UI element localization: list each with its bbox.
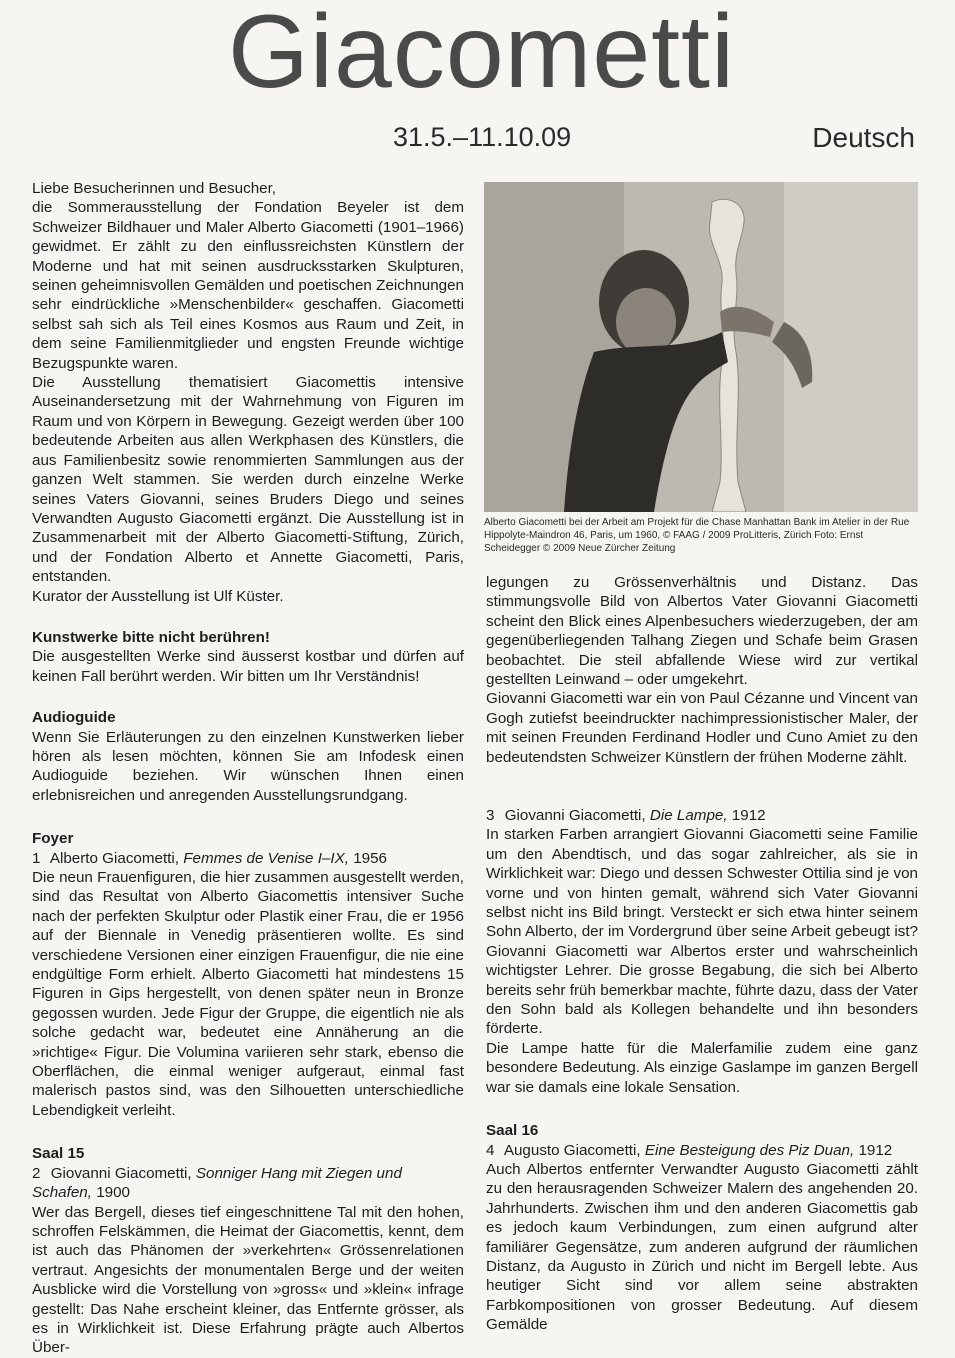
intro-paragraph-1: die Sommerausstellung der Fondation Beyeler ist dem Schweizer Bildhauer und Maler Alberto Giacometti (1901–1966) gewidmet. Er zählt zu den einflussreichsten Künstlern der Moderne und hat mit seinen ausdrucksstarken Skulpturen, seinen geheimnisvollen Gemälden und poetischen Zeichnungen sehr eindrückliche »Menschenbilder« geschaffen. Giacometti selbst sah sich als Teil eines Kosmos aus Raum und Zeit, in dem seine Familienmitglieder und engsten Freunde wichtige Bezugspunkte waren.	[32, 199, 464, 372]
photo-caption: Alberto Giacometti bei der Arbeit am Projekt für die Chase Manhattan Bank im Atelier in der Rue Hippolyte-Maindron 46, Paris, um 1960, © FAAG / 2009 ProLitteris, Zürich Foto: Ernst Scheidegger © 2009 Neue Zürcher Zeitung	[484, 517, 910, 554]
artwork-year: 1912	[731, 807, 766, 824]
artwork-work: Die Lampe,	[649, 807, 728, 824]
notice-text: Die ausgestellten Werke sind äusserst kostbar und dürfen auf keinen Fall berührt werden. Wir bitten um Ihr Verständnis!	[32, 648, 464, 685]
audioguide-text: Wenn Sie Erläuterungen zu den einzelnen Kunstwerken lieber hören als lesen möchten, können Sie am Infodesk einen Audioguide beziehen. Wir wünschen Ihnen einen erlebnisreichen und anregenden Ausstellungsrundgang.	[32, 728, 464, 804]
saal16-section	[486, 1121, 918, 1334]
intro-paragraph-3: Kurator der Ausstellung ist Ulf Küster.	[32, 587, 284, 605]
notice-heading: Kunstwerke bitte nicht berühren!	[32, 628, 270, 646]
artwork-text-3b: Die Lampe hatte für die Malerfamilie zudem eine ganz besondere Bedeutung. Als einzige Gaslampe im ganzen Bergell war sie damals eine lokale Sensation.	[486, 1039, 918, 1096]
artwork-text-1: Die neun Frauenfiguren, die hier zusammen ausgestellt werden, sind das Resultat von Alberto Giacomettis intensiver Suche nach der perfekten Skulptur oder Plastik einer Frau, die er 1956 auf der Biennale in Venedig präsentieren wollte. Es sind verschiedene Versionen einer einzigen Frauenfigur, die nie eine endgültige Form erhielt. Alberto Giacometti hat mindestens 15 Figuren in Gips hergestellt, von denen später neun in Bronze gegossen wurden. Jede Figur der Gruppe, die eigentlich nie als solche gedacht war, bedeutet eine Annäherung an die »richtige« Figur. Die Volumina variieren sehr stark, ebenso die Oberflächen, die einmal weniger aufgeraut, einmal fast malerisch pastos sind, was den Silhouetten unterschiedliche Lebendigkeit verleiht.	[32, 869, 464, 1119]
artwork-text-2: Wer das Bergell, dieses tief eingeschnittene Tal mit den hohen, schroffen Felskämmen, die Heimat der Giacomettis, kennt, dem ist auch das Phänomen der »verkehrten« Grössenrelationen vertraut. Angesichts der monumentalen Berge und der weiten Ausblicke wird die Vorstellung von »gross« und »klein« infrage gestellt: Das Nahe erscheint kleiner, das Entfernte grösser, als es in Wirklichkeit ist. Diese Erfahrung prägte auch Albertos Über-	[32, 1203, 464, 1357]
page-title: Giacometti	[228, 0, 736, 110]
artwork-artist: Giovanni Giacometti,	[50, 1164, 192, 1182]
intro-paragraph-2: Die Ausstellung thematisiert Giacomettis intensive Auseinandersetzung mit der Wahrnehmung von Figuren im Raum und von Körpern in Bewegung. Gezeigt werden über 100 bedeutende Arbeiten aus allen Werkphasen des Künstlers, die aus Familienbesitz sowie renommierten Sammlungen aus der ganzen Welt stammen. Sie werden durch einzelne Werke seines Vaters Giovanni, seines Bruders Diego und seines Verwandten Augusto Giacometti ergänzt. Die Ausstellung ist in Zusammenarbeit mit der Alberto Giacometti-Stiftung, Zürich, und der Fondation Alberto et Annette Giacometti, Paris, entstanden.	[32, 374, 464, 586]
saal15-heading: Saal 15	[32, 1145, 85, 1163]
language-label: Deutsch	[812, 122, 915, 153]
artwork-work: Sonniger Hang mit Ziegen und Schafen,	[32, 1164, 402, 1202]
left-column	[32, 179, 464, 1358]
audioguide-heading: Audioguide	[32, 709, 116, 727]
artwork-year: 1912	[858, 1141, 893, 1159]
artwork-year: 1900	[96, 1184, 130, 1202]
artwork-title-1	[32, 849, 464, 868]
foyer-section	[32, 829, 464, 1120]
right-column-bottom	[486, 806, 918, 1335]
foyer-heading: Foyer	[32, 830, 74, 848]
exhibition-dates: 31.5.–11.10.09	[393, 122, 572, 152]
saal16-heading: Saal 16	[486, 1122, 539, 1140]
artwork-number: 1	[32, 849, 41, 867]
artwork-artist: Giovanni Giacometti,	[504, 807, 646, 824]
artwork-title-4	[486, 1141, 918, 1160]
artwork-text-3a: In starken Farben arrangiert Giovanni Giacometti seine Familie um den Abendtisch, und das sogar zahlreicher, als sie in Wirklichkeit war: Diego und dessen Schwester Ottilia sind je von vorne und von hinten gemalt, während sich Vater Giovanni selbst nicht ins Bild bringt. Versteckt er sich etwa hinter seinem Sohn Alberto, der im Vordergrund über seine Arbeit gebeugt ist? Giovanni Giacometti war Albertos erster und wahrscheinlich wichtigster Lehrer. Die grosse Begabung, die sich bei Alberto bereits sehr früh bemerkbar machte, führte dazu, dass der Vater den Sohn bald als Kollegen behandelte und ihn besonders förderte.	[486, 826, 918, 1038]
artwork-artist: Augusto Giacometti,	[503, 1141, 641, 1159]
artwork-text-4: Auch Albertos entfernter Verwandter Augusto Giacometti zählt zu den herausragenden Schweizer Malern des angehenden 20. Jahrhunderts. Zwischen ihm und den anderen Giacomettis gab es jedoch kaum Verbindungen, zum einen aufgrund alter familiärer Gegensätze, zum anderen aufgrund der räumlichen Distanz, da Augusto in Zürich und nicht im Bergell lebte. Aus heutiger Sicht sind vor allem seine abstrakten Farbkompositionen von grosser Bedeutung. Auf diesem Gemälde	[486, 1160, 918, 1334]
saal15-continued-1: legungen zu Grössenverhältnis und Distanz. Das stimmungsvolle Bild von Albertos Vater Giovanni Giacometti scheint den Blick eines Alpenbesuchers wiederzugeben, der am gegenüberliegenden Talhang Ziegen und Schafe beim Grasen beobachtet. Die steil abfallende Wiese wird zur vertikal gestellten Leinwand – oder umgekehrt.	[486, 574, 918, 689]
saal15-section	[32, 1144, 464, 1357]
artwork-number: 4	[486, 1141, 495, 1159]
artwork-number: 2	[32, 1164, 41, 1182]
artwork-year: 1956	[353, 849, 387, 867]
artwork-work: Femmes de Venise I–IX,	[183, 849, 349, 867]
artwork-title-3	[486, 806, 918, 825]
artist-photo	[484, 182, 918, 512]
artwork-artist: Alberto Giacometti,	[49, 849, 179, 867]
greeting: Liebe Besucherinnen und Besucher,	[32, 180, 277, 197]
right-column-top	[486, 573, 918, 767]
saal15-continued-2: Giovanni Giacometti war ein von Paul Cézanne und Vincent van Gogh zutiefst beeindruckter nachimpressionistischer Maler, der mit seinen Freunden Ferdinand Hodler und Cuno Amiet zu den bedeutendsten Schweizer Künstlern der frühen Moderne zählt.	[486, 690, 918, 766]
artwork-number: 3	[486, 807, 495, 824]
photo-illustration	[484, 182, 918, 512]
artwork-title-2	[32, 1164, 464, 1203]
artwork-work: Eine Besteigung des Piz Duan,	[644, 1141, 855, 1159]
